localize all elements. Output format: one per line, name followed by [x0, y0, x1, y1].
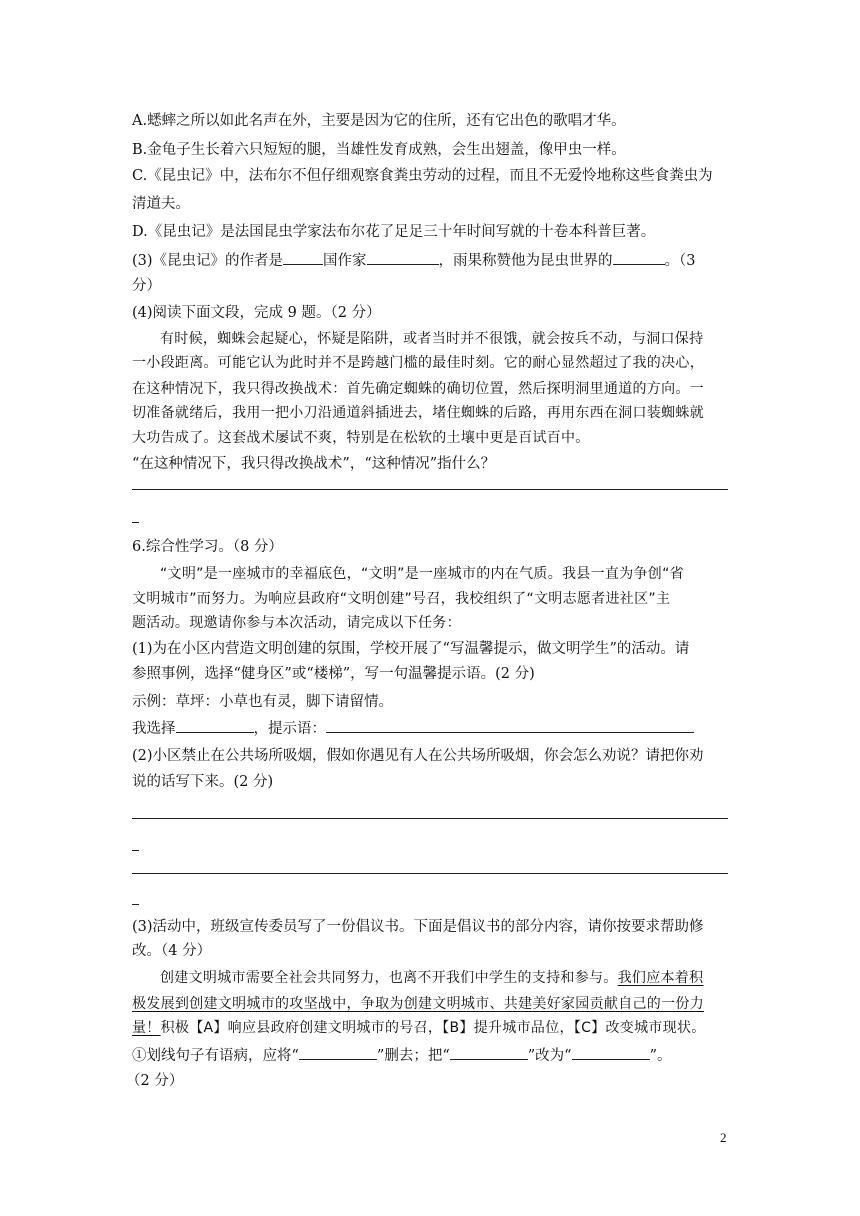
proposal-underlined: 极发展到创建文明城市的攻坚战中，争取为创建文明城市、共建美好家园贡献自己的一份力	[132, 996, 704, 1012]
q3-points: 分）	[132, 278, 161, 294]
hint-blank[interactable]	[326, 718, 694, 733]
sub1-blank-delete[interactable]	[299, 1045, 377, 1060]
choose-label: 我选择	[132, 721, 176, 737]
passage-line: 有时候，蜘蛛会起疑心，怀疑是陷阱，或者当时并不很饿，就会按兵不动，与洞口保持	[160, 331, 704, 347]
q3-text-4: 。（3	[664, 253, 696, 269]
proposal-line	[132, 1018, 742, 1038]
answer-line[interactable]	[132, 818, 728, 819]
task-1-answer	[132, 718, 742, 739]
proposal-text: 积极【A】响应县政府创建文明城市的号召，【B】提升城市品位，【C】改变城市现状。	[160, 1020, 706, 1036]
sub1-text-2: ”删去；把“	[376, 1048, 450, 1064]
task-3-line: 改。（4 分）	[132, 943, 212, 959]
question-6-title: 6.综合性学习。（8 分）	[132, 539, 283, 555]
page-number: 2	[720, 1130, 727, 1145]
question-4-title: (4)阅读下面文段，完成 9 题。（2 分）	[132, 305, 381, 321]
proposal-line	[160, 968, 770, 988]
passage-line: 大功告成了。这套战术屡试不爽，特别是在松软的土壤中更是百试百中。	[132, 430, 590, 446]
task-1-line: 参照事例，选择“健身区”或“楼梯”，写一句温馨提示语。(2 分)	[132, 666, 535, 682]
task-1-example: 示例：草坪：小草也有灵，脚下请留情。	[132, 694, 393, 710]
passage-line: 在这种情况下，我只得改换战术：首先确定蜘蛛的确切位置，然后探明洞里通道的方向。一	[132, 381, 704, 397]
question-3	[132, 250, 742, 271]
sub-question-1	[132, 1045, 742, 1066]
q6-intro-line: 题活动。现邀请你参与本次活动，请完成以下任务：	[132, 615, 461, 631]
answer-line[interactable]	[132, 489, 728, 490]
task-2-line: (2)小区禁止在公共场所吸烟，假如你遇见有人在公共场所吸烟，你会怎么劝说？请把你劝	[132, 748, 704, 764]
q6-intro-line: 文明城市”而努力。为响应县政府“文明创建”号召，我校组织了“文明志愿者进社区”主	[132, 591, 671, 607]
option-c-line1: C.《昆虫记》中，法布尔不但仔细观察食粪虫劳动的过程，而且不无爱怜地称这些食粪虫为	[132, 168, 713, 184]
q3-blank-title[interactable]	[613, 250, 665, 265]
q3-text-2: 国作家	[323, 253, 367, 269]
option-b: B.金龟子生长着六只短短的腿，当雄性发育成熟，会生出翅盖，像甲虫一样。	[132, 142, 626, 158]
question-4-prompt: “在这种情况下，我只得改换战术”，“这种情况”指什么？	[132, 456, 496, 472]
passage-line: 切准备就绪后，我用一把小刀沿通道斜插进去，堵住蜘蛛的后路，再用东西在洞口装蜘蛛就	[132, 405, 704, 421]
hint-label: ，提示语：	[253, 721, 326, 737]
proposal-underlined: 量！	[132, 1020, 161, 1036]
task-2-line: 说的话写下来。(2 分)	[132, 774, 274, 790]
q3-blank-name[interactable]	[367, 250, 439, 265]
answer-line-stub	[132, 522, 139, 523]
proposal-underlined: 我们应本着积	[617, 970, 704, 986]
sub1-text-1: ①划线句子有语病，应将“	[132, 1048, 299, 1064]
proposal-line	[132, 994, 742, 1014]
choose-blank[interactable]	[176, 718, 254, 733]
sub1-blank-to[interactable]	[572, 1045, 650, 1060]
answer-line[interactable]	[132, 873, 728, 874]
sub1-text-3: ”改为“	[527, 1048, 572, 1064]
option-d: D.《昆虫记》是法国昆虫学家法布尔花了足足三十年时间写就的十卷本科普巨著。	[132, 224, 656, 240]
proposal-text: 创建文明城市需要全社会共同努力，也离不开我们中学生的支持和参与。	[160, 970, 618, 986]
task-3-line: (3)活动中，班级宣传委员写了一份倡议书。下面是倡议书的部分内容，请你按要求帮助修	[132, 919, 704, 935]
q3-text-3: ，雨果称赞他为昆虫世界的	[438, 253, 613, 269]
sub1-points: （2 分）	[126, 1073, 184, 1089]
q3-text-1: (3)《昆虫记》的作者是	[132, 253, 284, 269]
option-c-line2: 清道夫。	[132, 196, 190, 212]
option-a: A.蟋蟀之所以如此名声在外，主要是因为它的住所，还有它出色的歌唱才华。	[132, 113, 626, 129]
q6-intro-line: “文明”是一座城市的幸福底色，“文明”是一座城市的内在气质。我县一直为争创“省	[160, 566, 684, 582]
answer-line-stub	[132, 904, 139, 905]
passage-line: 一小段距离。可能它认为此时并不是跨越门槛的最佳时刻。它的耐心显然超过了我的决心，	[132, 355, 704, 371]
sub1-blank-from[interactable]	[450, 1045, 528, 1060]
sub1-text-4: ”。	[649, 1048, 672, 1064]
answer-line-stub	[132, 850, 139, 851]
task-1-line: (1)为在小区内营造文明创建的氛围，学校开展了“写温馨提示，做文明学生”的活动。请	[132, 641, 690, 657]
q3-blank-author[interactable]	[283, 250, 323, 265]
